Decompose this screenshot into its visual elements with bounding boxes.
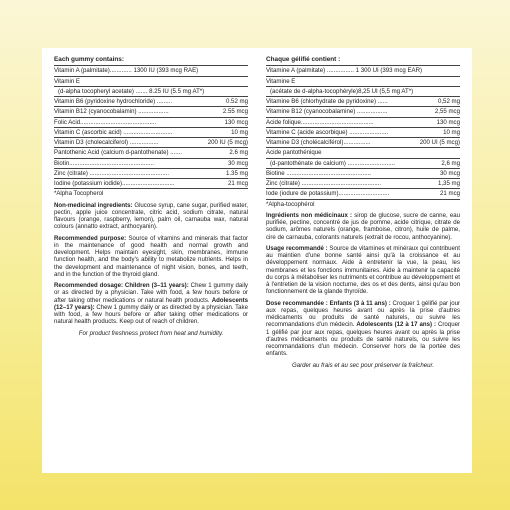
nutrient-row xyxy=(266,129,460,136)
divider-line xyxy=(54,65,248,66)
divider-line xyxy=(266,158,460,159)
divider-line xyxy=(54,158,248,159)
divider-line xyxy=(54,147,248,148)
english-column xyxy=(54,56,248,467)
paragraph-text: sirop de glucose, sucre de canne, eau purifiée, pectine, concentré de jus de pomme, acide citrique, citrate de sodium, arômes naturels (orange, framboise, citron), huile de palme, cire de carnauba, colorants naturels (extrait de rocou, anthocyanine). xyxy=(266,211,460,241)
nutrient-row xyxy=(54,139,248,146)
nutrient-amount: 0,52 mg xyxy=(437,98,460,105)
paragraph-heading: Usage recommandé : xyxy=(266,244,328,252)
nutrient-amount: 10 mg xyxy=(443,128,460,136)
nutrient-row xyxy=(266,119,460,126)
divider-line xyxy=(266,147,460,148)
footnote: *Alpha Tocopherol xyxy=(54,190,104,198)
paragraph-subheading: Adolescents (12–17 years): xyxy=(54,296,248,311)
nutrient-name: Acide pantothénique xyxy=(266,149,322,157)
nutrient-name: Vitamine C (acide ascorbique) ....................... xyxy=(266,128,389,136)
nutrient-row xyxy=(266,67,460,74)
paragraph-text: Source de vitamines et minéraux qui contribuent au maintien d'une bonne santé ainsi qu'à la croissance et au développement normaux. Aide à entretenir la vue, la peau, les membranes et les fonctions immunitaires. Aide à maintenir la capacité du corps à métaboliser les nutriments et contribue au développement et à l'entretien de la vision nocturne, des os et des dents, ainsi qu'au bon fonctionnement de la glande thyroïde. xyxy=(266,244,460,296)
nutrient-name: Vitamin D3 (cholecalciferol) ................. xyxy=(54,139,159,146)
paragraph-heading: Non-medicinal ingredients: xyxy=(54,201,133,209)
nutrient-row xyxy=(266,139,460,146)
divider-line xyxy=(266,96,460,97)
paragraph-heading: Recommended purpose: xyxy=(54,234,127,242)
label-panel xyxy=(42,48,472,473)
nutrient-row xyxy=(266,160,460,167)
paragraph-text: Croquer 1 gélifié par jour aux repas, quelques heures avant ou après la prise d'autres médicaments ou produits de santé naturels, ou suivre les recommandations d'un médecin. xyxy=(266,299,461,329)
nutrient-amount: 2.6 mg xyxy=(229,149,248,157)
divider-line xyxy=(266,65,460,66)
info-paragraph xyxy=(54,282,248,326)
storage-note: Garder au frais et au sec pour préserver la fraîcheur. xyxy=(291,361,435,369)
paragraph-subheading: Adolescents (12 à 17 ans) : xyxy=(356,321,437,329)
nutrient-name: Acide folique........................................... xyxy=(266,118,374,126)
nutrient-amount: 130 mcg xyxy=(224,118,248,126)
nutrient-row xyxy=(266,149,460,156)
nutrient-name: Vitamine B6 (chlorhydrate de pyridoxine) ...... xyxy=(266,98,388,105)
storage-note: For product freshness protect from heat and humidity. xyxy=(78,329,224,337)
nutrient-row xyxy=(54,149,248,156)
paragraph-text: Source of vitamins and minerals that factor in the maintenance of good health and normal growth and development. Helps maintain eyesight, skin, membranes, immune function health, and the body's ability to metabolize nutrients. Helps in the development and maintenance of night vision, bones, and teeth, and in the function of the thyroid gland. xyxy=(54,234,248,278)
nutrient-name: (d-pantothénate de calcium) ............................ xyxy=(270,159,395,167)
nutrient-name: Iodine (potassium iodide)............................... xyxy=(54,180,175,187)
nutrient-name: Vitamine D3 (cholécalciférol)................ xyxy=(266,139,371,146)
nutrient-name: Vitamin A (palmitate)............. 1300 IU (393 mcg RAE) xyxy=(54,67,199,75)
nutrient-amount: 0.52 mg xyxy=(225,98,248,105)
nutrient-amount: 1.35 mg xyxy=(225,169,248,177)
french-column xyxy=(266,56,460,467)
nutrient-amount: 130 mcg xyxy=(436,118,460,126)
nutrient-name: Biotine .................................................. xyxy=(266,169,371,177)
nutrient-name: (acétate de d-alpha-tocophéryle)8,25 UI (5,5 mg AT*) xyxy=(270,87,414,95)
nutrient-row xyxy=(266,108,460,115)
nutrient-row xyxy=(266,190,460,197)
paragraph-heading: Recommended dosage: Children (3–11 years): xyxy=(54,282,189,289)
nutrient-amount: 2.55 mcg xyxy=(222,108,248,116)
nutrient-name: Zinc (citrate) ............................................... xyxy=(266,180,382,187)
nutrient-amount: 21 mcg xyxy=(228,180,248,187)
contents-heading: Chaque gélifié contient : xyxy=(266,56,341,63)
footnote: *Alpha-tocophérol xyxy=(266,200,315,208)
nutrient-row xyxy=(54,98,248,105)
nutrient-amount: 2,6 mg xyxy=(441,159,460,167)
divider-line xyxy=(266,76,460,77)
divider-line xyxy=(266,86,460,87)
nutrient-name: Zinc (citrate) ............................................... xyxy=(54,169,170,177)
nutrient-name: Vitamin B6 (pyridoxine hydrochloride) ......... xyxy=(54,98,173,105)
nutrient-name: Vitamine B12 (cyanocobalamine) .................. xyxy=(266,108,388,116)
nutrient-row xyxy=(266,88,460,95)
divider-line xyxy=(266,106,460,107)
divider-line xyxy=(266,117,460,118)
nutrient-name: Folic Acid............................................. xyxy=(54,118,157,126)
nutrient-amount: 21 mcg xyxy=(440,190,460,198)
divider-line xyxy=(54,137,248,138)
nutrient-amount: 10 mg xyxy=(231,128,248,136)
divider-line xyxy=(54,76,248,77)
divider-line xyxy=(266,188,460,189)
paragraph-heading: Ingrédients non médicinaux : xyxy=(266,211,353,219)
paragraph-text: Chew 1 gummy daily or as directed by a physician. Take with food, a few hours before or after taking other medications or natural health products. xyxy=(54,282,248,304)
nutrient-row xyxy=(54,170,248,177)
info-paragraph xyxy=(54,235,248,279)
nutrient-name: Pantothenic Acid (calcium d-pantothenate) ....... xyxy=(54,149,183,157)
nutrient-row xyxy=(266,98,460,105)
nutrient-row xyxy=(54,88,248,95)
divider-line xyxy=(54,127,248,128)
nutrient-name: Vitamine A (palmitate) ................ 1 300 UI (393 mcg EAR) xyxy=(266,67,423,75)
divider-line xyxy=(266,178,460,179)
divider-line xyxy=(266,199,460,200)
divider-line xyxy=(266,127,460,128)
nutrient-amount: 200 UI (5 mcg) xyxy=(419,139,460,146)
nutrient-amount: 1,35 mg xyxy=(437,180,460,187)
info-paragraph xyxy=(266,245,460,296)
paragraph-text: Croquer 1 gélifié par jour aux repas, quelques heures avant ou après la prise d'autres médicaments ou produits de santé naturels, ou suivre les recommandations d'un médecin. Conserver hors de la portée des enfants. xyxy=(266,321,460,358)
divider-line xyxy=(54,106,248,107)
nutrient-row xyxy=(54,67,248,74)
divider-line xyxy=(266,168,460,169)
nutrient-row xyxy=(266,170,460,177)
divider-line xyxy=(54,96,248,97)
divider-line xyxy=(54,168,248,169)
nutrient-name: (d-alpha tocopheryl acetate) ....... 8.25 IU (5.5 mg AT*) xyxy=(58,87,205,95)
nutrient-name: Vitamin C (ascorbic acid) ............................. xyxy=(54,128,173,136)
nutrient-name: Vitamin B12 (cyanocobalamin) .................. xyxy=(54,108,169,116)
nutrient-name: Iode (iodure de potassium).............................. xyxy=(266,190,390,198)
nutrient-amount: 200 IU (5 mcg) xyxy=(207,139,248,146)
nutrient-row xyxy=(54,129,248,136)
nutrient-amount: 30 mcg xyxy=(228,159,248,167)
nutrient-name: Biotin.................................................. xyxy=(54,159,154,167)
nutrient-amount: 30 mcg xyxy=(440,169,460,177)
info-paragraph xyxy=(266,212,460,241)
info-paragraph xyxy=(54,202,248,231)
info-paragraph xyxy=(266,300,460,358)
nutrient-name: Vitamine E xyxy=(266,77,296,85)
nutrient-row xyxy=(54,78,248,85)
divider-line xyxy=(54,188,248,189)
contents-heading: Each gummy contains: xyxy=(54,56,124,63)
paragraph-text: Chew 1 gummy daily or as directed by a physician. Take with food, a few hours before or after taking other medications or natural health products. Keep out of reach of children. xyxy=(54,303,248,326)
paragraph-heading: Dose recommandée : Enfants (3 à 11 ans) : xyxy=(266,299,391,307)
nutrient-row xyxy=(54,108,248,115)
nutrient-amount: 2,55 mcg xyxy=(434,108,460,116)
nutrient-row xyxy=(54,160,248,167)
divider-line xyxy=(54,178,248,179)
nutrient-name: Vitamin E xyxy=(54,77,80,85)
divider-line xyxy=(54,117,248,118)
divider-line xyxy=(266,137,460,138)
nutrient-row xyxy=(54,119,248,126)
paragraph-text: Glucose syrup, cane sugar, purified water, pectin, apple juice concentrate, citric acid, sodium citrate, natural flavours (orange, raspberry, lemon), palm oil, carnauba wax, natural colours (annatto extract, anthocyanin). xyxy=(54,201,248,231)
nutrient-row xyxy=(266,180,460,187)
nutrient-row xyxy=(54,180,248,187)
nutrient-row xyxy=(266,78,460,85)
divider-line xyxy=(54,86,248,87)
